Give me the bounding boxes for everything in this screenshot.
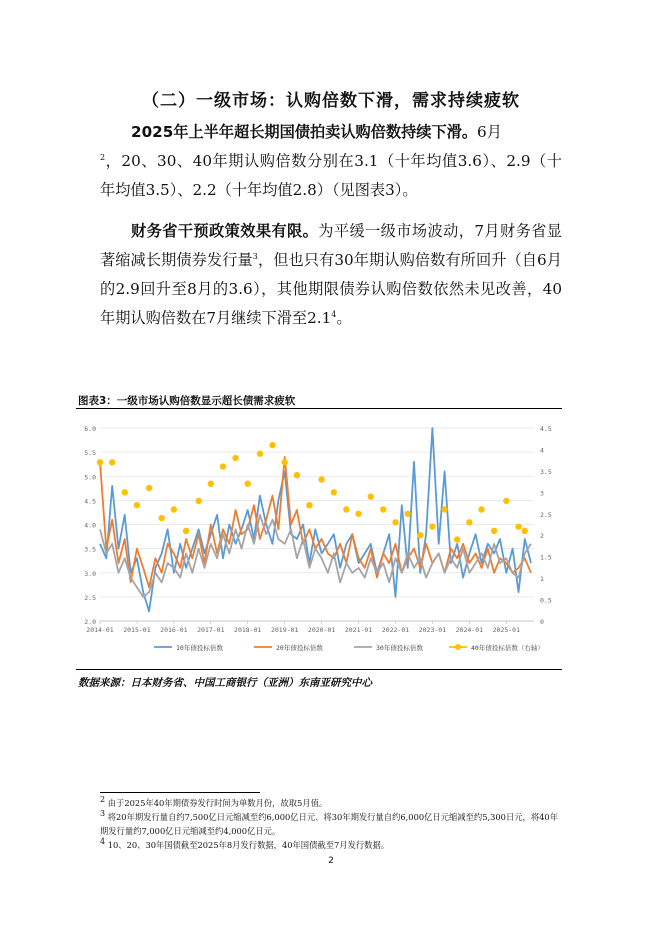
series-point-40y: [257, 451, 263, 457]
x-tick-label: 2018-01: [234, 626, 262, 634]
chart-container: [76, 412, 562, 667]
series-point-40y: [515, 523, 521, 529]
series-point-40y: [368, 493, 374, 499]
series-point-40y: [208, 481, 214, 487]
y-left-tick-label: 5.0: [84, 473, 96, 482]
footnote-rule: [100, 792, 260, 793]
x-tick-label: 2017-01: [197, 626, 225, 634]
paragraph-policy-effect: [100, 217, 562, 333]
series-point-40y: [220, 463, 226, 469]
y-left-tick-label: 4.5: [84, 497, 96, 506]
series-point-40y: [503, 498, 509, 504]
x-tick-label: 2022-01: [381, 626, 410, 634]
y-right-tick-label: 1: [540, 575, 544, 584]
y-left-tick-label: 2.5: [84, 593, 96, 602]
y-right-tick-label: 4.5: [540, 425, 552, 433]
series-point-40y: [478, 506, 484, 512]
x-tick-label: 2019-01: [270, 626, 299, 634]
series-point-40y: [441, 506, 447, 512]
series-point-40y: [331, 489, 337, 495]
legend-marker: [455, 644, 461, 650]
para1-lead: 2025年上半年超长期国债拍卖认购倍数持续下滑。: [131, 123, 478, 141]
series-point-40y: [183, 528, 189, 534]
y-right-tick-label: 2: [540, 532, 544, 541]
para2-text-b: ，但也只有30年期认购倍数有所回升（自6月的2.9回升至8月的3.6），其他期限债券认购倍数依然未见改善，40年期认购倍数在7月继续下滑至2.1: [100, 251, 562, 327]
footnote-4: [100, 839, 562, 853]
legend-label: 40年债投标倍数（右轴）: [471, 644, 544, 652]
footnote-mark: 2: [100, 795, 106, 805]
series-point-40y: [294, 472, 300, 478]
series-point-40y: [232, 455, 238, 461]
figure-top-rule: [76, 408, 562, 409]
x-tick-label: 2023-01: [418, 626, 447, 634]
legend-label: 30年债投标倍数: [376, 644, 423, 652]
series-point-40y: [380, 506, 386, 512]
series-point-40y: [146, 485, 152, 491]
para2-lead: 财务省干预政策效果有限。: [131, 222, 319, 240]
footnote-3: [100, 811, 562, 838]
footnote-ref-4: 4: [331, 309, 337, 319]
footnote-mark: 3: [100, 809, 106, 819]
para2-text-a: 为平缓一级市场波动，7月财务省显著缩减长期债券发行量: [100, 222, 562, 269]
x-tick-label: 2020-01: [307, 626, 336, 634]
y-right-tick-label: 3: [540, 489, 544, 498]
footnote-ref-3: 3: [252, 251, 258, 261]
para2-text-c: 。: [336, 309, 352, 327]
series-point-40y: [429, 523, 435, 529]
series-point-40y: [454, 536, 460, 542]
data-source: 数据来源：日本财务省、中国工商银行（亚洲）东南亚研究中心: [78, 677, 372, 689]
series-point-40y: [158, 515, 164, 521]
series-point-40y: [171, 506, 177, 512]
y-left-tick-label: 6.0: [84, 425, 96, 433]
y-left-tick-label: 5.5: [84, 449, 96, 458]
legend-label: 20年债投标倍数: [276, 644, 323, 652]
series-point-40y: [491, 528, 497, 534]
y-left-tick-label: 4.0: [84, 521, 96, 530]
x-tick-label: 2025-01: [492, 626, 521, 634]
series-point-40y: [306, 502, 312, 508]
series-point-40y: [97, 459, 103, 465]
series-point-40y: [134, 502, 140, 508]
y-right-tick-label: 0.5: [540, 596, 552, 605]
series-point-40y: [195, 498, 201, 504]
footnote-2: [100, 797, 562, 811]
x-tick-label: 2015-01: [123, 626, 151, 634]
y-right-tick-label: 2.5: [540, 510, 552, 519]
y-left-tick-label: 2.0: [84, 618, 96, 626]
figure-bottom-rule: [76, 669, 562, 670]
y-right-tick-label: 1.5: [540, 553, 552, 562]
series-point-40y: [392, 519, 398, 525]
series-point-40y: [122, 489, 128, 495]
series-point-40y: [281, 459, 287, 465]
y-right-tick-label: 0: [540, 618, 544, 626]
para1-text-a: 6月: [477, 123, 502, 141]
x-tick-label: 2021-01: [344, 626, 373, 634]
y-right-tick-label: 4: [540, 446, 544, 455]
series-point-40y: [343, 506, 349, 512]
series-point-40y: [269, 442, 275, 448]
series-point-40y: [355, 511, 361, 517]
y-right-tick-label: 3.5: [540, 467, 552, 476]
series-point-40y: [318, 476, 324, 482]
footnote-text: 10、20、30年国债截至2025年8月发行数据，40年国债截至7月发行数据。: [107, 840, 390, 850]
footnote-mark: 4: [100, 837, 106, 847]
series-point-40y: [109, 459, 115, 465]
y-left-tick-label: 3.5: [84, 545, 96, 554]
figure-title: 图表3：一级市场认购倍数显示超长债需求疲软: [78, 395, 296, 407]
paragraph-auction-decline: [100, 118, 562, 205]
series-point-40y: [466, 519, 472, 525]
footnote-text: 将20年期发行量自约7,500亿日元缩减至约6,000亿日元、将30年期发行量自约6,000亿日元缩减至约5,300日元，将40年期发行量约7,000亿日元缩减至约4,000亿日元。: [100, 812, 558, 836]
x-tick-label: 2014-01: [86, 626, 114, 634]
series-point-40y: [417, 532, 423, 538]
footnote-text: 由于2025年40年期债券发行时间为单数月份，故取5月值。: [107, 798, 328, 808]
section-title: （二）一级市场：认购倍数下滑，需求持续疲软: [142, 91, 520, 111]
series-point-40y: [245, 481, 251, 487]
x-tick-label: 2024-01: [455, 626, 484, 634]
y-left-tick-label: 3.0: [84, 569, 96, 578]
para1-text-b: ，20、30、40年期认购倍数分别在3.1（十年均值3.6）、2.9（十年均值3.5）、2.2（十年均值2.8）（见图表3）。: [100, 152, 562, 199]
series-line-10y: [100, 428, 531, 611]
footnote-ref-2: 2: [100, 152, 106, 162]
series-point-40y: [404, 511, 410, 517]
legend-label: 10年债投标倍数: [176, 644, 223, 652]
x-tick-label: 2016-01: [160, 626, 188, 634]
series-point-40y: [522, 528, 528, 534]
bid-to-cover-chart: [76, 412, 562, 667]
page-number: 2: [328, 856, 334, 866]
